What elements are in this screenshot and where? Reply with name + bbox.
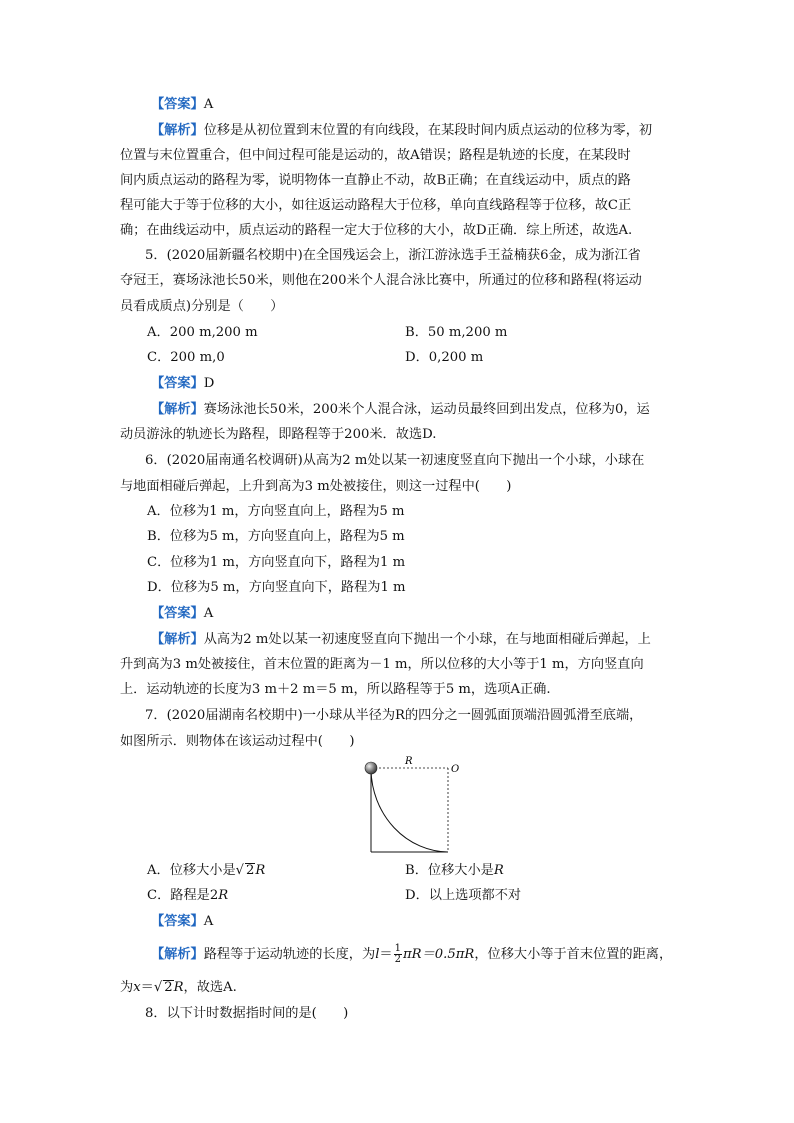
question-8-stem: 8．以下计时数据指时间的是( ) xyxy=(145,1006,349,1021)
fraction-one-half: $\frac{1}{2}$ xyxy=(394,943,401,965)
question-6-stem: 6．(2020届南通名校调研)从高为2 m处以某一初速度竖直向下抛出一个小球，小球在 xyxy=(145,453,645,468)
question-7-option-d: D．以上选项都不对 xyxy=(405,888,522,903)
question-5-stem: 员看成质点)分别是（ ） xyxy=(120,299,284,314)
arc-path xyxy=(371,770,448,852)
answer-tag: 【答案】 xyxy=(151,606,204,621)
question-6-option-b: B．位移为5 m，方向竖直向上，路程为5 m xyxy=(147,529,405,544)
answer-value: A xyxy=(203,97,214,112)
question-5-option-c: C．200 m,0 xyxy=(147,350,225,365)
answer-value: D xyxy=(203,376,215,391)
question-6-stem: 与地面相碰后弹起，上升到高为3 m处被接住，则这一过程中( ) xyxy=(120,479,512,494)
explanation-line: 间内质点运动的路程为零，说明物体一直静止不动，故B正确；在直线运动中，质点的路 xyxy=(120,173,631,188)
center-label: O xyxy=(451,764,460,775)
answer-line xyxy=(151,912,213,932)
question-5-stem: 夺冠王，赛场泳池长50米，则他在200米个人混合泳比赛中，所通过的位移和路程(将运动 xyxy=(120,273,642,288)
ball-icon xyxy=(365,762,377,774)
radius-label: R xyxy=(405,756,413,767)
explanation-line: 为x＝√ 2R，故选A. xyxy=(120,980,237,995)
answer-tag: 【答案】 xyxy=(151,97,204,112)
answer-value: A xyxy=(203,606,214,621)
answer-line xyxy=(151,95,213,115)
explanation-line: 确；在曲线运动中，质点运动的路程一定大于位移的大小，故D正确．综上所述，故选A. xyxy=(120,223,633,238)
question-7-option-b: B．位移大小是R xyxy=(405,863,504,878)
explanation-text: 赛场泳池长50米，200米个人混合泳，运动员最终回到出发点，位移为0，运 xyxy=(203,402,650,417)
explanation-line xyxy=(151,630,651,650)
explanation-line: 上．运动轨迹的长度为3 m＋2 m＝5 m，所以路程等于5 m，选项A正确. xyxy=(120,682,551,697)
explanation-line: 升到高为3 m处被接住，首末位置的距离为－1 m，所以位移的大小等于1 m，方向竖直向 xyxy=(120,657,644,672)
question-7-stem: 如图所示．则物体在该运动过程中( ) xyxy=(120,734,355,749)
quarter-arc-figure xyxy=(355,756,465,860)
question-7-option-c: C．路程是2R xyxy=(147,888,229,903)
explanation-line: 【解析】路程等于运动轨迹的长度，为l＝ $\frac{1}{2}$ πR＝0.5πR，位移大小等于首末位置的距离， xyxy=(151,943,673,965)
question-5-stem: 5．(2020届新疆名校期中)在全国残运会上，浙江游泳选手王益楠获6金，成为浙江省 xyxy=(145,248,641,263)
question-6-option-c: C．位移为1 m，方向竖直向下，路程为1 m xyxy=(147,555,406,570)
question-5-option-d: D．0,200 m xyxy=(405,350,484,365)
explanation-line: 动员游泳的轨迹长为路程，即路程等于200米．故选D. xyxy=(120,427,437,442)
explanation-text: 从高为2 m处以某一初速度竖直向下抛出一个小球，在与地面相碰后弹起，上 xyxy=(203,632,651,647)
answer-line xyxy=(151,604,213,624)
question-5-option-b: B．50 m,200 m xyxy=(405,325,508,340)
question-7-stem: 7．(2020届湖南名校期中)一小球从半径为R的四分之一圆弧面顶端沿圆弧滑至底端， xyxy=(145,708,643,723)
question-5-option-a: A．200 m,200 m xyxy=(147,325,258,340)
answer-tag: 【答案】 xyxy=(151,376,204,391)
explanation-text: 位移是从初位置到末位置的有向线段，在某段时间内质点运动的位移为零，初 xyxy=(203,123,653,138)
explanation-line: 位置与末位置重合，但中间过程可能是运动的，故A错误；路程是轨迹的长度，在某段时 xyxy=(120,148,631,163)
answer-value: A xyxy=(203,914,214,929)
question-7-option-a: A．位移大小是√ 2R xyxy=(147,863,266,878)
explanation-tag: 【解析】 xyxy=(151,402,204,417)
answer-line xyxy=(151,374,214,394)
explanation-tag: 【解析】 xyxy=(151,947,204,962)
question-6-option-d: D．位移为5 m，方向竖直向下，路程为1 m xyxy=(147,580,406,595)
explanation-line xyxy=(151,121,652,141)
explanation-line xyxy=(151,400,650,420)
question-6-option-a: A．位移为1 m，方向竖直向上，路程为5 m xyxy=(147,504,405,519)
explanation-tag: 【解析】 xyxy=(151,632,204,647)
explanation-tag: 【解析】 xyxy=(151,123,204,138)
answer-tag: 【答案】 xyxy=(151,914,204,929)
explanation-line: 程可能大于等于位移的大小，如往返运动路程大于位移，单向直线路程等于位移，故C正 xyxy=(120,198,632,213)
